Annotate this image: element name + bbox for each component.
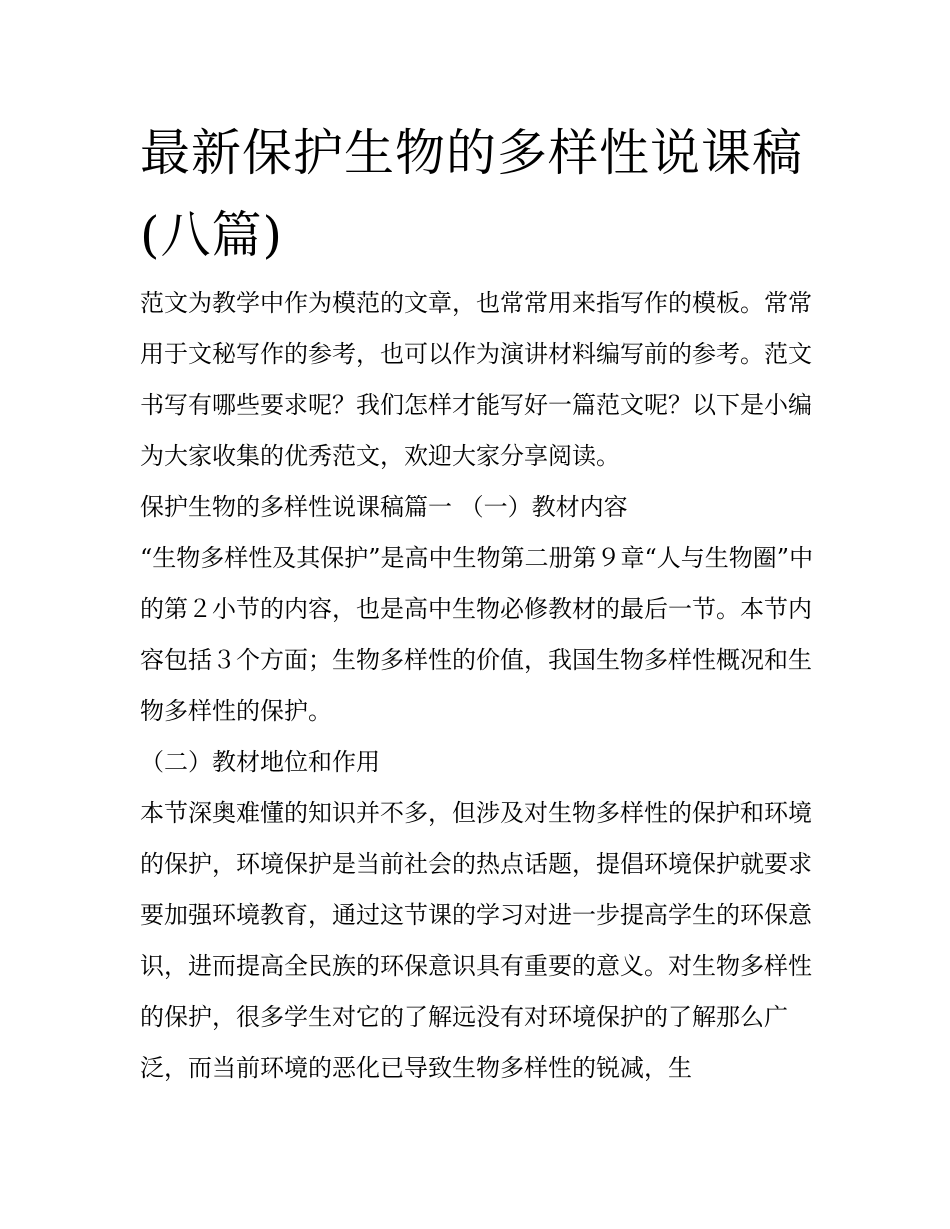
intro-paragraph: 范文为教学中作为模范的文章，也常常用来指写作的模板。常常用于文秘写作的参考，也可以作为演讲材料编写前的参考。范文书写有哪些要求呢？我们怎样才能写好一篇范文呢？以下是小编为大家收集的优秀范文，欢迎大家分享阅读。 xyxy=(140,289,812,470)
document-title: 最新保护生物的多样性说课稿(八篇) xyxy=(140,124,803,264)
analysis-paragraph: 本节深奥难懂的知识并不多，但涉及对生物多样性的保护和环境的保护，环境保护是当前社会的热点话题，提倡环境保护就要求要加强环境教育，通过这节课的学习对进一步提高学生的环保意识，进而提高全民族的环保意识具有重要的意义。对生物多样性的保护，很多学生对它的了解远没有对环境保护的了解那么广泛，而当前环境的恶化已导致生物多样性的锐减，生 xyxy=(140,799,812,1082)
section-heading-two: （二）教材地位和作用 xyxy=(140,748,380,776)
section-heading-one: 保护生物的多样性说课稿篇一 （一）教材内容 xyxy=(140,493,628,521)
document-body xyxy=(140,278,820,1094)
content-paragraph: “生物多样性及其保护”是高中生物第二册第９章“人与生物圈”中的第２小节的内容，也是高中生物必修教材的最后一节。本节内容包括３个方面；生物多样性的价值，我国生物多样性概况和生物多样性的保护。 xyxy=(140,544,814,725)
